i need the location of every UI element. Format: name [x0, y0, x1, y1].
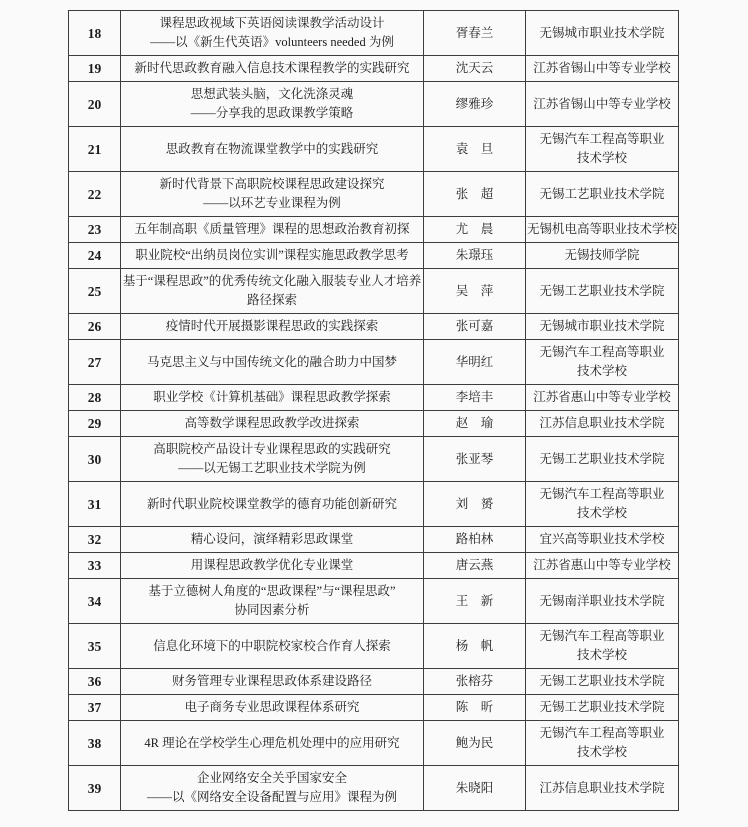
project-title-cell — [121, 127, 424, 172]
institution-line: 无锡工艺职业技术学院 — [539, 283, 665, 298]
project-title-line: 用课程思政教学优化专业课堂 — [190, 558, 354, 572]
institution-line: 无锡机电高等职业技术学校 — [527, 222, 678, 236]
institution-line: 技术学校 — [576, 648, 627, 662]
project-title-line: 4R 理论在学校学生心理危机处理中的应用研究 — [144, 735, 400, 750]
project-title-cell — [121, 269, 424, 314]
project-title-cell — [121, 243, 424, 269]
author-cell: 朱璟珏 — [424, 243, 526, 269]
table-row — [69, 553, 679, 579]
author-cell: 朱晓阳 — [424, 766, 526, 811]
table-row — [69, 172, 679, 217]
project-title-cell — [121, 411, 424, 437]
project-title-line: ——以《网络安全设备配置与应用》课程为例 — [146, 790, 397, 804]
table-row — [69, 437, 679, 482]
row-number-cell: 37 — [69, 695, 121, 721]
institution-line: 无锡技师学院 — [564, 248, 640, 262]
project-title-cell — [121, 56, 424, 82]
institution-line: 无锡汽车工程高等职业 — [539, 726, 665, 740]
project-title-line: 职业学校《计算机基础》课程思政教学探索 — [153, 390, 391, 404]
institution-line: 技术学校 — [576, 506, 627, 520]
institution-cell — [526, 624, 679, 669]
row-number-cell: 26 — [69, 314, 121, 340]
author-cell: 吴 萍 — [424, 269, 526, 314]
project-title-line: 企业网络安全关乎国家安全 — [196, 771, 347, 785]
row-number-cell: 38 — [69, 721, 121, 766]
author-cell: 王 新 — [424, 579, 526, 624]
row-number-cell: 18 — [69, 11, 121, 56]
author-cell: 张可嘉 — [424, 314, 526, 340]
institution-cell — [526, 127, 679, 172]
institution-line: 江苏信息职业技术学院 — [539, 780, 665, 795]
institution-line: 技术学校 — [576, 151, 627, 165]
institution-cell — [526, 411, 679, 437]
author-cell: 缪雅珍 — [424, 82, 526, 127]
row-number-cell: 32 — [69, 527, 121, 553]
institution-cell — [526, 695, 679, 721]
institution-cell — [526, 579, 679, 624]
project-title-line: 电子商务专业思政课程体系研究 — [184, 700, 360, 714]
project-title-line: 新时代思政教育融入信息技术课程教学的实践研究 — [134, 61, 410, 75]
institution-cell — [526, 669, 679, 695]
project-title-cell — [121, 695, 424, 721]
project-title-line: ——以《新生代英语》volunteers needed 为例 — [150, 35, 394, 49]
author-cell: 沈天云 — [424, 56, 526, 82]
table-row — [69, 721, 679, 766]
row-number-cell: 27 — [69, 340, 121, 385]
row-number-cell: 34 — [69, 579, 121, 624]
table-body — [69, 11, 679, 811]
table-row — [69, 624, 679, 669]
project-title-line: 新时代背景下高职院校课程思政建设探究 — [159, 177, 385, 191]
row-number-cell: 24 — [69, 243, 121, 269]
institution-line: 江苏省惠山中等专业学校 — [533, 390, 671, 404]
institution-line: 无锡汽车工程高等职业 — [539, 487, 665, 501]
author-cell: 赵 瑜 — [424, 411, 526, 437]
project-title-cell — [121, 553, 424, 579]
institution-cell — [526, 482, 679, 527]
project-title-line: 思政教育在物流课堂教学中的实践研究 — [165, 141, 379, 156]
institution-line: 无锡工艺职业技术学院 — [539, 186, 665, 201]
table-row — [69, 314, 679, 340]
institution-cell — [526, 340, 679, 385]
institution-cell — [526, 243, 679, 269]
project-title-line: ——以无锡工艺职业技术学院为例 — [178, 461, 366, 475]
table-row — [69, 411, 679, 437]
table-row — [69, 269, 679, 314]
table-row — [69, 56, 679, 82]
row-number-cell: 23 — [69, 217, 121, 243]
row-number-cell: 30 — [69, 437, 121, 482]
institution-line: 江苏省锡山中等专业学校 — [533, 96, 671, 111]
project-title-line: 五年制高职《质量管理》课程的思想政治教育初探 — [134, 222, 410, 236]
table-row — [69, 669, 679, 695]
row-number-cell: 29 — [69, 411, 121, 437]
institution-line: 无锡工艺职业技术学院 — [539, 700, 665, 714]
project-title-line: 财务管理专业课程思政体系建设路径 — [171, 674, 372, 688]
author-cell: 李培丰 — [424, 385, 526, 411]
project-title-cell — [121, 172, 424, 217]
author-cell: 陈 昕 — [424, 695, 526, 721]
institution-cell — [526, 82, 679, 127]
project-title-line: 课程思政视域下英语阅读课教学活动设计 — [159, 16, 385, 30]
project-title-line: 马克思主义与中国传统文化的融合助力中国梦 — [146, 354, 397, 369]
project-title-line: 协同因素分析 — [234, 603, 310, 617]
row-number-cell: 25 — [69, 269, 121, 314]
project-title-cell — [121, 624, 424, 669]
institution-line: 无锡工艺职业技术学院 — [539, 451, 665, 466]
institution-line: 无锡汽车工程高等职业 — [539, 629, 665, 643]
table-row — [69, 11, 679, 56]
table-row — [69, 127, 679, 172]
project-title-line: ——以环艺专业课程为例 — [203, 196, 341, 210]
institution-line: 技术学校 — [576, 364, 627, 378]
institution-line: 江苏信息职业技术学院 — [539, 416, 665, 430]
row-number-cell: 28 — [69, 385, 121, 411]
institution-line: 无锡汽车工程高等职业 — [539, 132, 665, 146]
project-title-cell — [121, 721, 424, 766]
project-title-line: ——分享我的思政课教学策略 — [190, 106, 354, 120]
institution-line: 无锡南洋职业技术学院 — [539, 593, 665, 608]
institution-cell — [526, 217, 679, 243]
author-cell: 路柏林 — [424, 527, 526, 553]
project-title-line: 信息化环境下的中职院校家校合作育人探索 — [153, 638, 391, 653]
institution-cell — [526, 269, 679, 314]
institution-cell — [526, 721, 679, 766]
institution-cell — [526, 766, 679, 811]
table-row — [69, 579, 679, 624]
project-title-cell — [121, 11, 424, 56]
project-list-table — [68, 10, 679, 811]
institution-line: 宜兴高等职业技术学校 — [539, 532, 665, 546]
project-title-line: 高等数学课程思政教学改进探索 — [184, 416, 360, 430]
institution-line: 江苏省锡山中等专业学校 — [533, 61, 671, 75]
institution-line: 无锡城市职业技术学院 — [539, 25, 665, 40]
author-cell: 张 超 — [424, 172, 526, 217]
institution-cell — [526, 172, 679, 217]
project-title-line: 职业院校“出纳员岗位实训”课程实施思政教学思考 — [135, 248, 409, 262]
row-number-cell: 33 — [69, 553, 121, 579]
institution-line: 无锡汽车工程高等职业 — [539, 345, 665, 359]
institution-line: 江苏省惠山中等专业学校 — [533, 558, 671, 572]
project-title-cell — [121, 340, 424, 385]
project-title-line: 基于立德树人角度的“思政课程”与“课程思政” — [148, 584, 396, 598]
institution-cell — [526, 553, 679, 579]
project-title-cell — [121, 669, 424, 695]
author-cell: 唐云燕 — [424, 553, 526, 579]
institution-cell — [526, 385, 679, 411]
table-row — [69, 217, 679, 243]
table-row — [69, 695, 679, 721]
row-number-cell: 31 — [69, 482, 121, 527]
row-number-cell: 21 — [69, 127, 121, 172]
row-number-cell: 36 — [69, 669, 121, 695]
institution-cell — [526, 11, 679, 56]
author-cell: 刘 赟 — [424, 482, 526, 527]
author-cell: 张亚琴 — [424, 437, 526, 482]
project-title-cell — [121, 82, 424, 127]
row-number-cell: 19 — [69, 56, 121, 82]
project-title-cell — [121, 437, 424, 482]
project-title-cell — [121, 217, 424, 243]
institution-cell — [526, 56, 679, 82]
table-row — [69, 482, 679, 527]
project-title-cell — [121, 579, 424, 624]
project-title-cell — [121, 314, 424, 340]
institution-cell — [526, 314, 679, 340]
author-cell: 袁 旦 — [424, 127, 526, 172]
project-title-line: 路径探索 — [246, 293, 297, 307]
row-number-cell: 39 — [69, 766, 121, 811]
project-title-line: 高职院校产品设计专业课程思政的实践研究 — [153, 442, 391, 456]
table-row — [69, 527, 679, 553]
project-title-line: 新时代职业院校课堂教学的德育功能创新研究 — [146, 496, 397, 511]
author-cell: 华明红 — [424, 340, 526, 385]
table-row — [69, 766, 679, 811]
author-cell: 鲍为民 — [424, 721, 526, 766]
author-cell: 胥春兰 — [424, 11, 526, 56]
row-number-cell: 20 — [69, 82, 121, 127]
project-title-line: 疫情时代开展摄影课程思政的实践探索 — [165, 319, 379, 333]
author-cell: 尤 晨 — [424, 217, 526, 243]
project-title-line: 思想武装头脑，文化洗涤灵魂 — [190, 87, 354, 101]
institution-line: 无锡城市职业技术学院 — [539, 319, 665, 333]
project-title-line: 基于“课程思政”的优秀传统文化融入服装专业人才培养 — [122, 274, 422, 288]
project-title-cell — [121, 385, 424, 411]
institution-cell — [526, 527, 679, 553]
author-cell: 杨 帆 — [424, 624, 526, 669]
table-row — [69, 82, 679, 127]
institution-cell — [526, 437, 679, 482]
table-row — [69, 385, 679, 411]
institution-line: 技术学校 — [576, 745, 627, 759]
institution-line: 无锡工艺职业技术学院 — [539, 674, 665, 688]
table-row — [69, 340, 679, 385]
table-row — [69, 243, 679, 269]
author-cell: 张榕芬 — [424, 669, 526, 695]
row-number-cell: 35 — [69, 624, 121, 669]
row-number-cell: 22 — [69, 172, 121, 217]
project-title-cell — [121, 527, 424, 553]
project-title-line: 精心设问，演绎精彩思政课堂 — [190, 532, 354, 546]
project-title-cell — [121, 766, 424, 811]
project-title-cell — [121, 482, 424, 527]
